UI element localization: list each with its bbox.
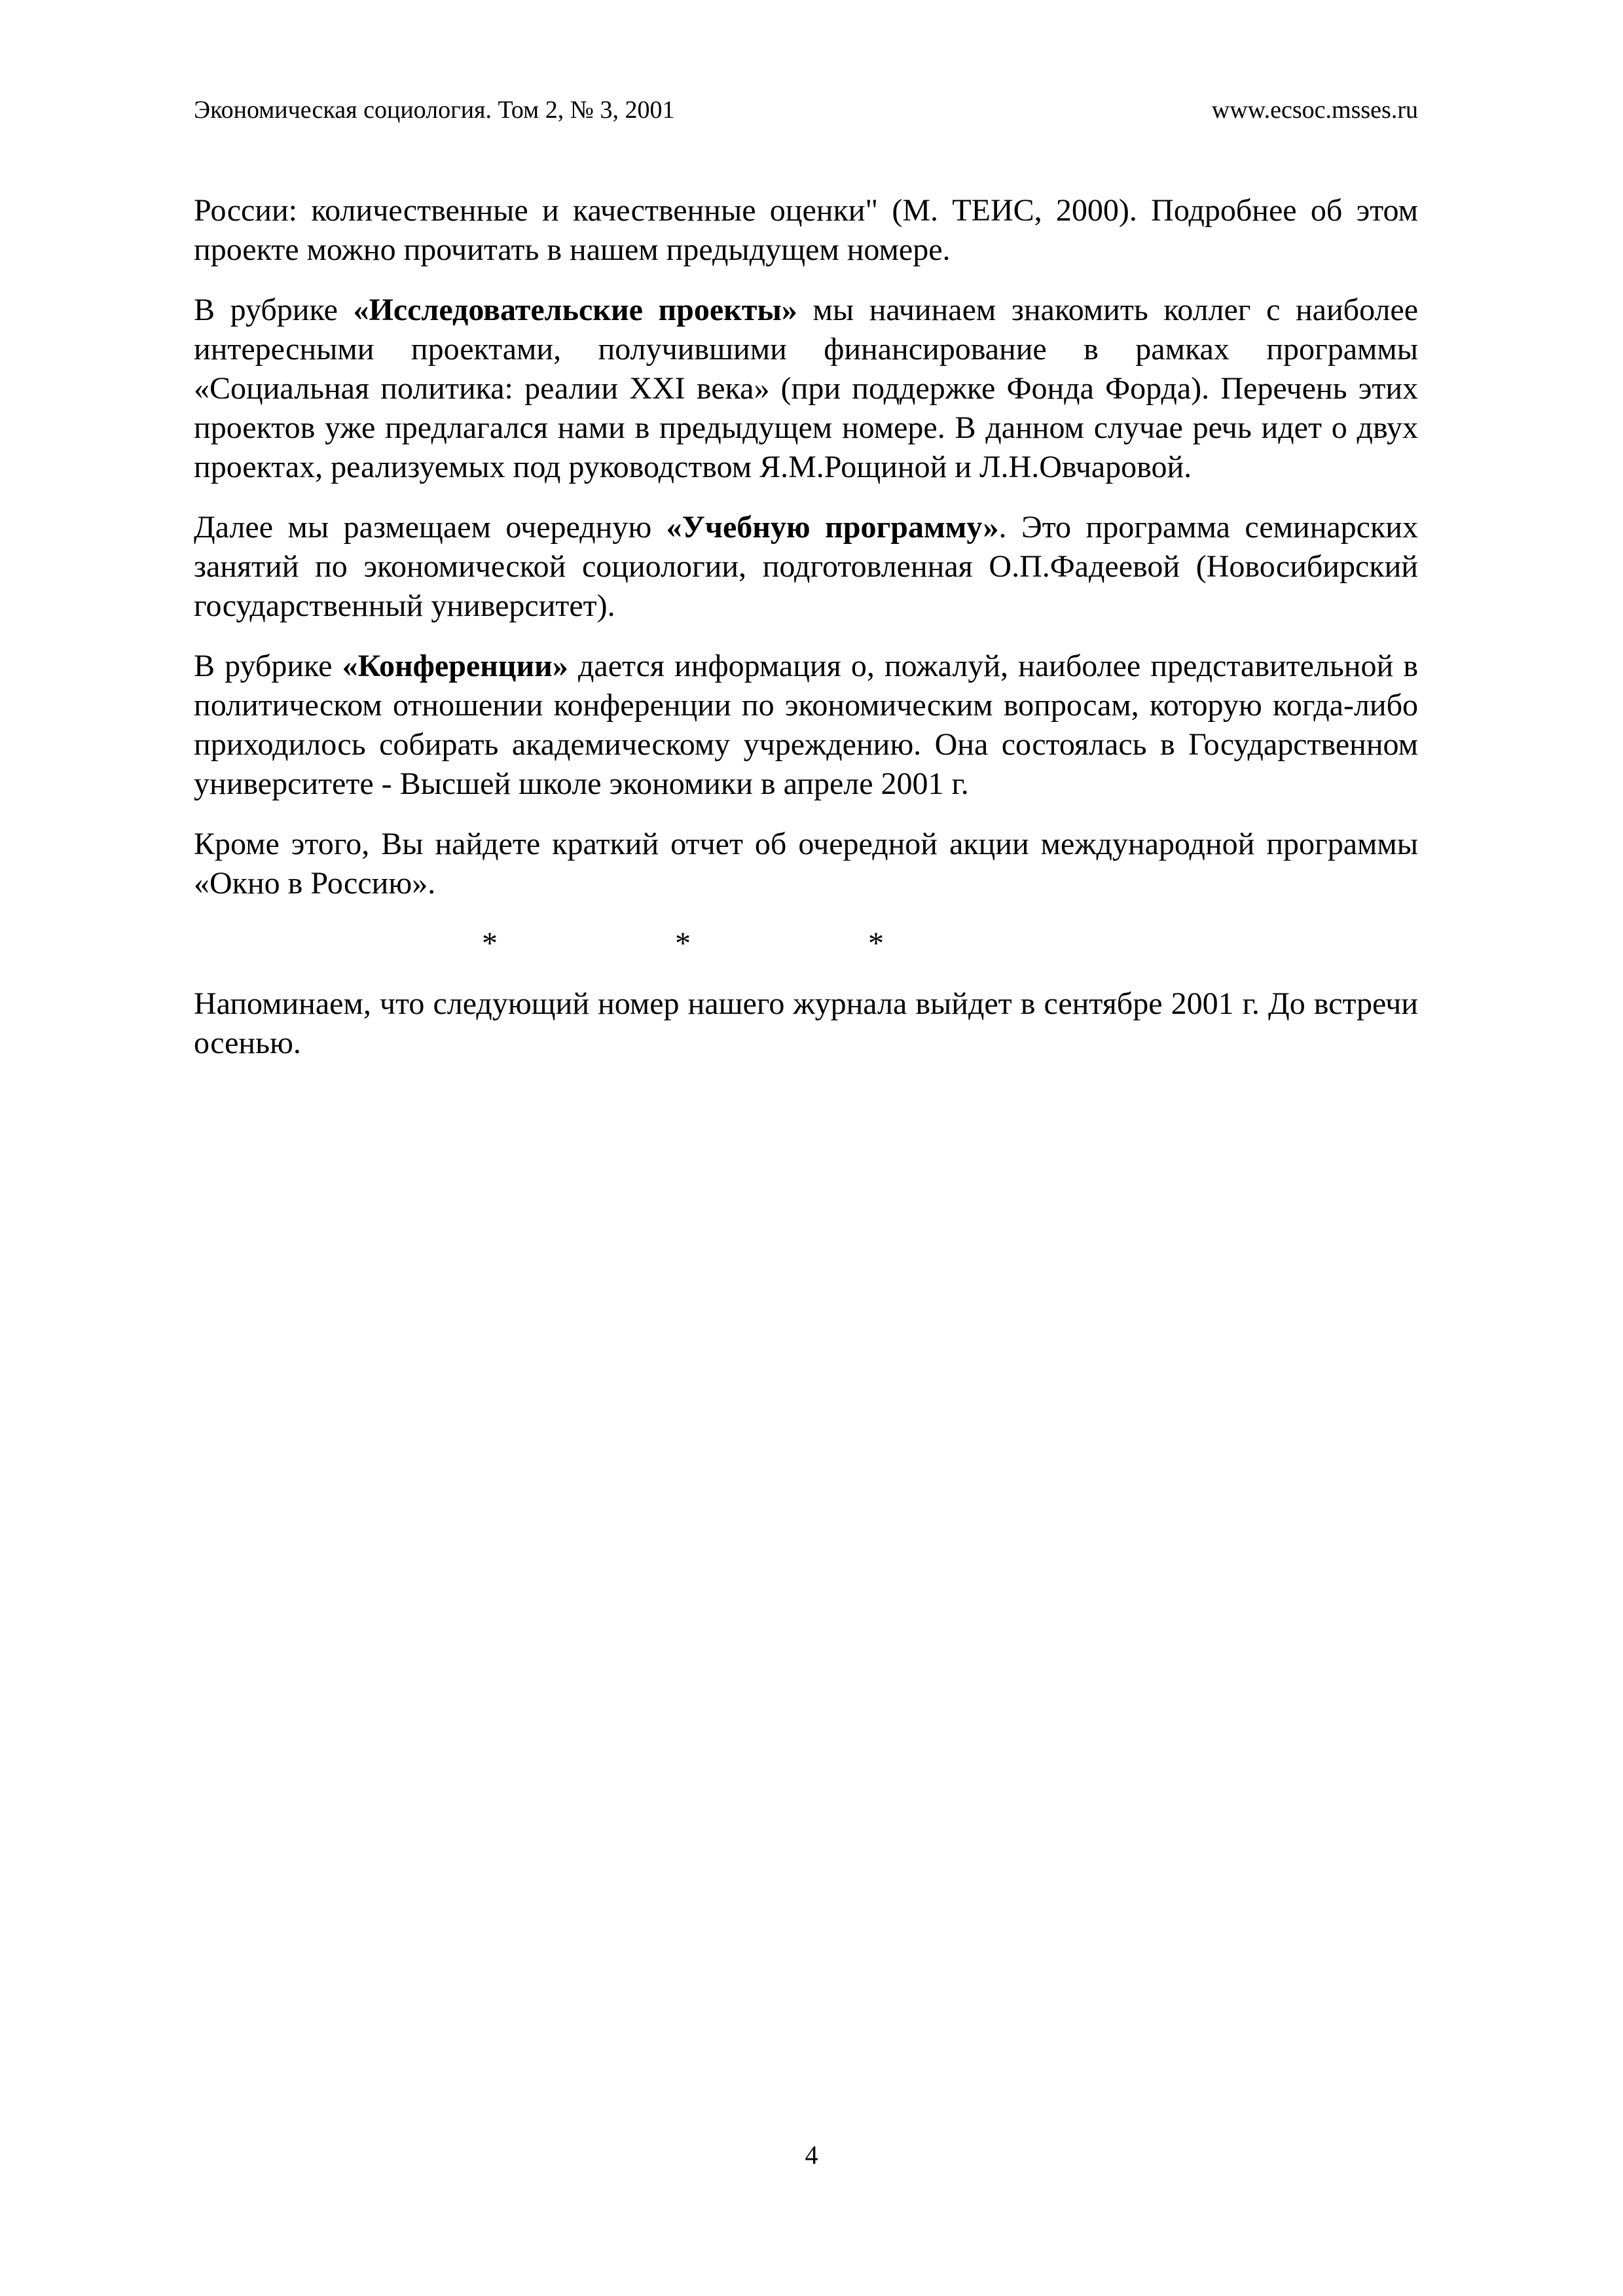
asterisk: * (675, 926, 691, 961)
paragraph-text: Напоминаем, что следующий номер нашего журнала выйдет в сентябре 2001 г. До встречи осенью. (194, 986, 1418, 1060)
paragraph-conferences (194, 647, 1418, 804)
paragraph-text-start: Далее мы размещаем очередную (194, 510, 666, 545)
journal-title: Экономическая социология. Том 2, № 3, 2001 (194, 96, 675, 124)
rubric-conferences: «Конференции» (342, 649, 568, 683)
paragraph-continuation (194, 191, 1418, 270)
paragraph-window-to-russia (194, 825, 1418, 903)
paragraph-research-projects (194, 291, 1418, 487)
document-body (194, 191, 1418, 1084)
page-header (194, 90, 1418, 130)
rubric-curriculum: «Учебную программу» (666, 510, 999, 545)
page-number: 4 (805, 2140, 818, 2170)
asterisk: * (482, 926, 498, 961)
paragraph-curriculum (194, 508, 1418, 626)
asterisk: * (868, 926, 884, 961)
paragraph-text: Кроме этого, Вы найдете краткий отчет об очередной акции международной программы «Окно в Россию». (194, 827, 1418, 901)
paragraph-text-rest: мы начинаем знакомить коллег с наиболее интересными проектами, получившими финансирование в рамках программы «Социальная политика: реалии XXI века» (при поддержке Фонда Форда). Перечень этих проектов уже предлагался нами в предыдущем номере. В данном случае речь идет о двух проектах, реализуемых под руководством Я.М.Рощиной и Л.Н.Овчаровой. (194, 293, 1419, 484)
asterisk-separator (194, 924, 1418, 963)
paragraph-text-start: В рубрике (194, 293, 354, 327)
paragraph-text-rest: дается информация о, пожалуй, наиболее представительной в политическом отношении конференции по экономическим вопросам, которую когда-либо приходилось собирать академическому учреждению. Она состоялась в Государственном университете - Высшей школе экономики в апреле 2001 г. (194, 649, 1418, 801)
rubric-research-projects: «Исследовательские проекты» (353, 293, 797, 327)
paragraph-text-start: В рубрике (194, 649, 342, 683)
paragraph-next-issue (194, 984, 1418, 1063)
paragraph-text: России: количественные и качественные оценки" (М. ТЕИС, 2000). Подробнее об этом проекте можно прочитать в нашем предыдущем номере. (194, 193, 1418, 267)
paragraph-text-rest: . Это программа семинарских занятий по экономической социологии, подготовленная О.П.Фадеевой (Новосибирский государственный университет). (194, 510, 1418, 623)
journal-website: www.ecsoc.msses.ru (1211, 96, 1418, 124)
